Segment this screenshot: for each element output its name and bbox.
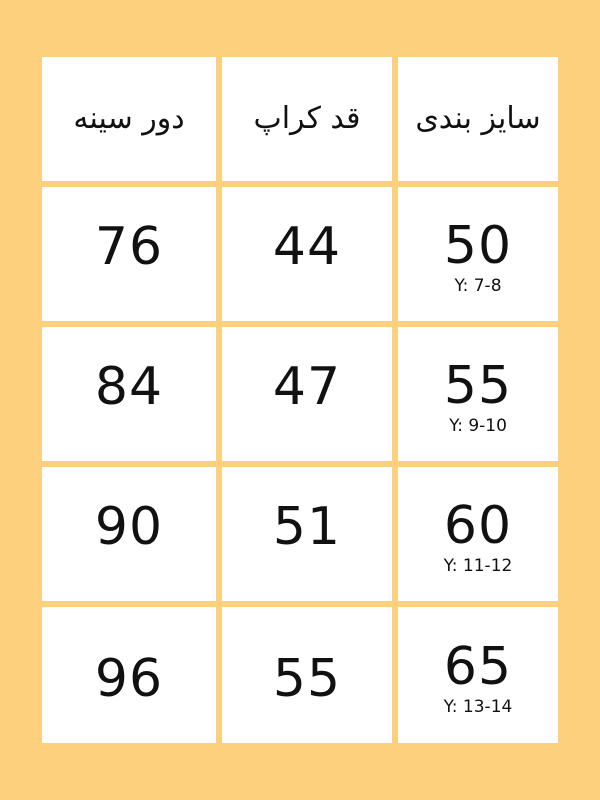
table-cell-crop-length xyxy=(222,467,392,601)
table-cell-chest xyxy=(42,607,216,743)
chest-value: 96 xyxy=(94,649,164,709)
crop-length-value: 55 xyxy=(272,649,342,709)
chest-value: 76 xyxy=(94,217,164,277)
size-value: 55 xyxy=(443,355,513,416)
size-value: 60 xyxy=(443,495,513,556)
header-chest xyxy=(42,57,216,181)
header-crop-length-label: قد کراپ xyxy=(253,101,361,136)
crop-length-value: 47 xyxy=(272,357,342,417)
size-chart-table xyxy=(42,57,558,743)
table-cell-crop-length xyxy=(222,607,392,743)
size-value: 65 xyxy=(443,636,513,697)
table-cell-crop-length xyxy=(222,327,392,461)
crop-length-value: 44 xyxy=(272,217,342,277)
age-range-label: Y: 7-8 xyxy=(454,275,502,296)
table-cell-size xyxy=(398,327,558,461)
table-cell-size xyxy=(398,187,558,321)
table-cell-size xyxy=(398,467,558,601)
header-size xyxy=(398,57,558,181)
header-chest-label: دور سینه xyxy=(73,101,185,136)
table-cell-chest xyxy=(42,467,216,601)
crop-length-value: 51 xyxy=(272,497,342,557)
table-cell-size xyxy=(398,607,558,743)
age-range-label: Y: 11-12 xyxy=(443,555,513,576)
chest-value: 84 xyxy=(94,357,164,417)
header-crop-length xyxy=(222,57,392,181)
table-cell-crop-length xyxy=(222,187,392,321)
size-value: 50 xyxy=(443,215,513,276)
table-cell-chest xyxy=(42,327,216,461)
table-cell-chest xyxy=(42,187,216,321)
age-range-label: Y: 13-14 xyxy=(443,696,513,717)
age-range-label: Y: 9-10 xyxy=(449,415,507,436)
chest-value: 90 xyxy=(94,497,164,557)
header-size-label: سایز بندی xyxy=(415,101,541,136)
